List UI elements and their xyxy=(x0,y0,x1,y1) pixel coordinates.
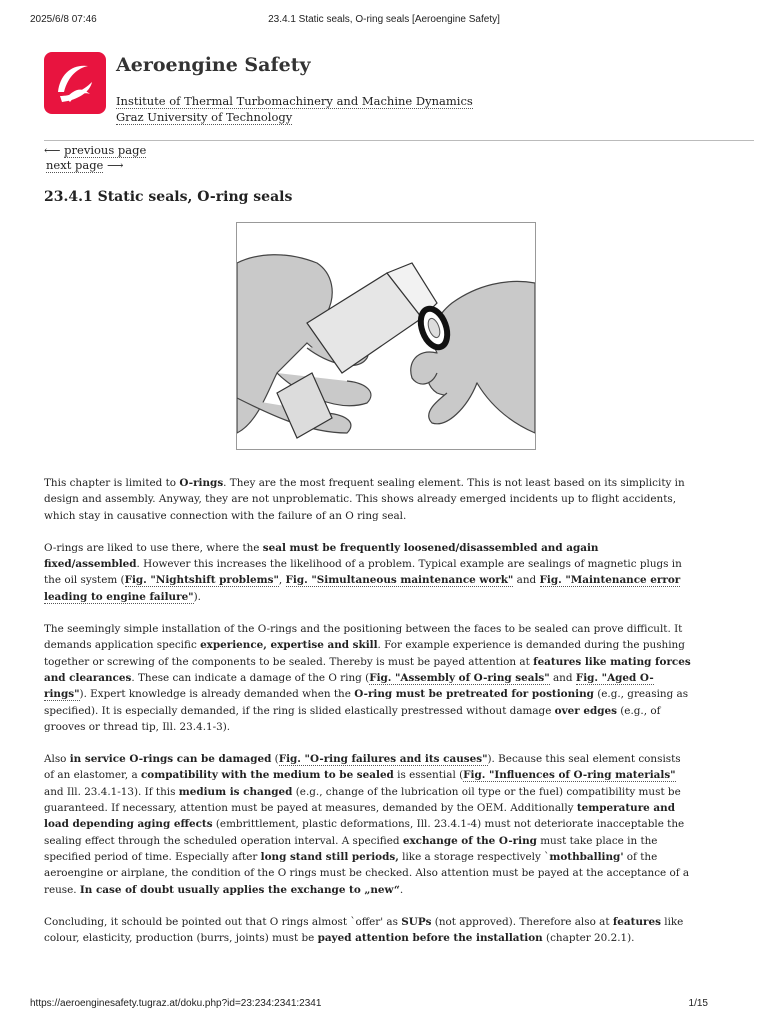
emphasis-text: temperature and load depending aging effects xyxy=(44,802,675,831)
emphasis-text: SUPs xyxy=(401,915,432,928)
text-run: O-rings are liked to use there, where the xyxy=(44,541,263,554)
header-divider xyxy=(44,140,754,141)
emphasis-text: O-ring must be pretreated for postioning xyxy=(354,688,594,701)
text-run: ( xyxy=(271,753,279,766)
text-run: . However this increases the likelihood of a problem. Typical example are sealings of magnetic plugs in the oil system ( xyxy=(44,558,682,587)
text-run: (chapter 20.2.1). xyxy=(542,932,635,945)
figure-link[interactable]: Fig. "Nightshift problems" xyxy=(124,574,279,587)
page-title: 23.4.1 Static seals, O-ring seals xyxy=(44,189,293,205)
site-title[interactable]: Aeroengine Safety xyxy=(116,54,311,76)
paragraph-1 xyxy=(44,475,694,524)
text-run: . These can indicate a damage of the O ring ( xyxy=(131,671,370,684)
university-link[interactable]: Graz University of Technology xyxy=(116,110,293,124)
figure-link[interactable]: Fig. "Simultaneous maintenance work" xyxy=(285,574,514,587)
print-url: https://aeroenginesafety.tugraz.at/doku.php?id=23:234:2341:2341 xyxy=(30,998,322,1009)
figure-link[interactable]: Fig. "Aged O-rings" xyxy=(44,671,654,701)
text-run: must take place in the specified period of time. Especially after xyxy=(44,834,658,863)
text-run: . For example experience is demanded during the pushing together or screwing of the components to be sealed. Thereby is must be payed attention at xyxy=(44,639,685,668)
text-run: (not approved). Therefore also at xyxy=(431,915,613,928)
paragraph-5 xyxy=(44,914,694,947)
text-run: . They are the most frequent sealing element. This is not least based on its simplicity in design and assembly. Anyway, they are not unproblematic. This shows already emerged incidents up to flight accidents, which stay in causative connection with the failure of an O ring seal. xyxy=(44,477,685,522)
print-page-title: 23.4.1 Static seals, O-ring seals [Aeroengine Safety] xyxy=(268,14,500,25)
o-ring-installation-illustration xyxy=(237,223,535,449)
print-page-number: 1/15 xyxy=(688,998,708,1009)
emphasis-text: exchange of the O-ring xyxy=(402,834,537,847)
aeroengine-safety-logo-icon[interactable] xyxy=(44,52,106,114)
text-run: like colour, elasticity, production (burrs, joints) must be xyxy=(44,915,684,945)
text-run: (e.g., greasing as specified). It is especially demanded, if the ring is slided elastically prestressed without damage xyxy=(44,688,689,717)
next-page-link[interactable] xyxy=(46,158,124,172)
text-run: ). Because this seal element consists of an elastomer, a xyxy=(44,753,681,782)
emphasis-text: compatibility with the medium to be sealed xyxy=(140,769,394,782)
institute-link[interactable]: Institute of Thermal Turbomachinery and Machine Dynamics xyxy=(116,94,473,108)
site-header xyxy=(44,52,704,142)
text-run: ). Expert knowledge is already demanded when the xyxy=(79,688,355,701)
previous-page-label: previous page xyxy=(64,143,147,157)
emphasis-text: mothballing' xyxy=(549,850,624,863)
text-run: like a storage respectively ` xyxy=(398,850,550,863)
text-run: and Ill. 23.4.1-13). If this xyxy=(44,785,179,798)
article-body xyxy=(44,475,694,962)
text-run: (e.g., of grooves or thread tip, Ill. 23.4.1-3). xyxy=(44,704,661,733)
o-ring-installation-figure[interactable] xyxy=(236,222,536,450)
emphasis-text: seal must be frequently loosened/disassembled and again fixed/assembled xyxy=(44,541,599,571)
figure-link[interactable]: Fig. "Maintenance error leading to engine failure" xyxy=(44,574,681,603)
emphasis-text: features like mating forces and clearances xyxy=(44,655,691,684)
paragraph-3 xyxy=(44,621,694,735)
text-run: of the aeroengine or airplane, the condition of the O rings must be checked. Also attention must be payed at the acceptance of a reuse. xyxy=(44,850,690,896)
emphasis-text: long stand still periods, xyxy=(260,850,399,863)
emphasis-o-rings: O-rings xyxy=(179,477,224,489)
text-run: ). xyxy=(193,590,201,603)
text-run: and xyxy=(513,574,540,587)
text-run: (embrittlement, plastic deformations, Ill. 23.4.1-4) must not deteriorate inacceptable the sealing effect through the scheduled operation interval. A specified xyxy=(44,818,685,847)
emphasis-text: in service O-rings can be damaged xyxy=(69,753,272,766)
print-footer xyxy=(30,998,738,1012)
emphasis-text: In case of doubt usually applies the exchange to „new“ xyxy=(79,883,400,896)
arrow-left-icon: ⟵ xyxy=(44,143,61,157)
figure-link[interactable]: Fig. "Assembly of O-ring seals" xyxy=(369,671,550,684)
text-run: is essential ( xyxy=(393,769,464,782)
print-header xyxy=(30,14,738,28)
text-run: Also xyxy=(44,753,70,766)
emphasis-text: features xyxy=(612,915,661,928)
text-run: . xyxy=(399,883,404,896)
text-run: The seemingly simple installation of the O-rings and the positioning between the faces to be sealed can prove difficult. It demands application specific xyxy=(44,623,683,652)
figure-link[interactable]: Fig. "Influences of O-ring materials" xyxy=(463,769,676,782)
previous-page-link[interactable] xyxy=(44,143,146,157)
arrow-right-icon: ⟶ xyxy=(107,158,124,172)
emphasis-text: experience, expertise and skill xyxy=(200,639,378,652)
emphasis-text: medium is changed xyxy=(178,785,293,798)
next-page-label: next page xyxy=(46,158,104,172)
text-run: and xyxy=(549,671,576,684)
paragraph-2 xyxy=(44,540,694,605)
figure-link[interactable]: Fig. "O-ring failures and its causes" xyxy=(278,753,488,766)
print-date: 2025/6/8 07:46 xyxy=(30,14,97,25)
emphasis-text: over edges xyxy=(554,704,617,717)
text-run: Concluding, it schould be pointed out that O rings almost `offer' as xyxy=(44,915,402,928)
text-run: This chapter is limited to xyxy=(44,477,180,489)
text-run: , xyxy=(278,574,286,587)
emphasis-text: payed attention before the installation xyxy=(317,932,543,945)
paragraph-4 xyxy=(44,751,694,898)
text-run: (e.g., change of the lubrication oil type or the fuel) compatibility must be guaranteed. If necessary, attention must be payed at measures, demanded by the OEM. Additionally xyxy=(44,785,681,815)
